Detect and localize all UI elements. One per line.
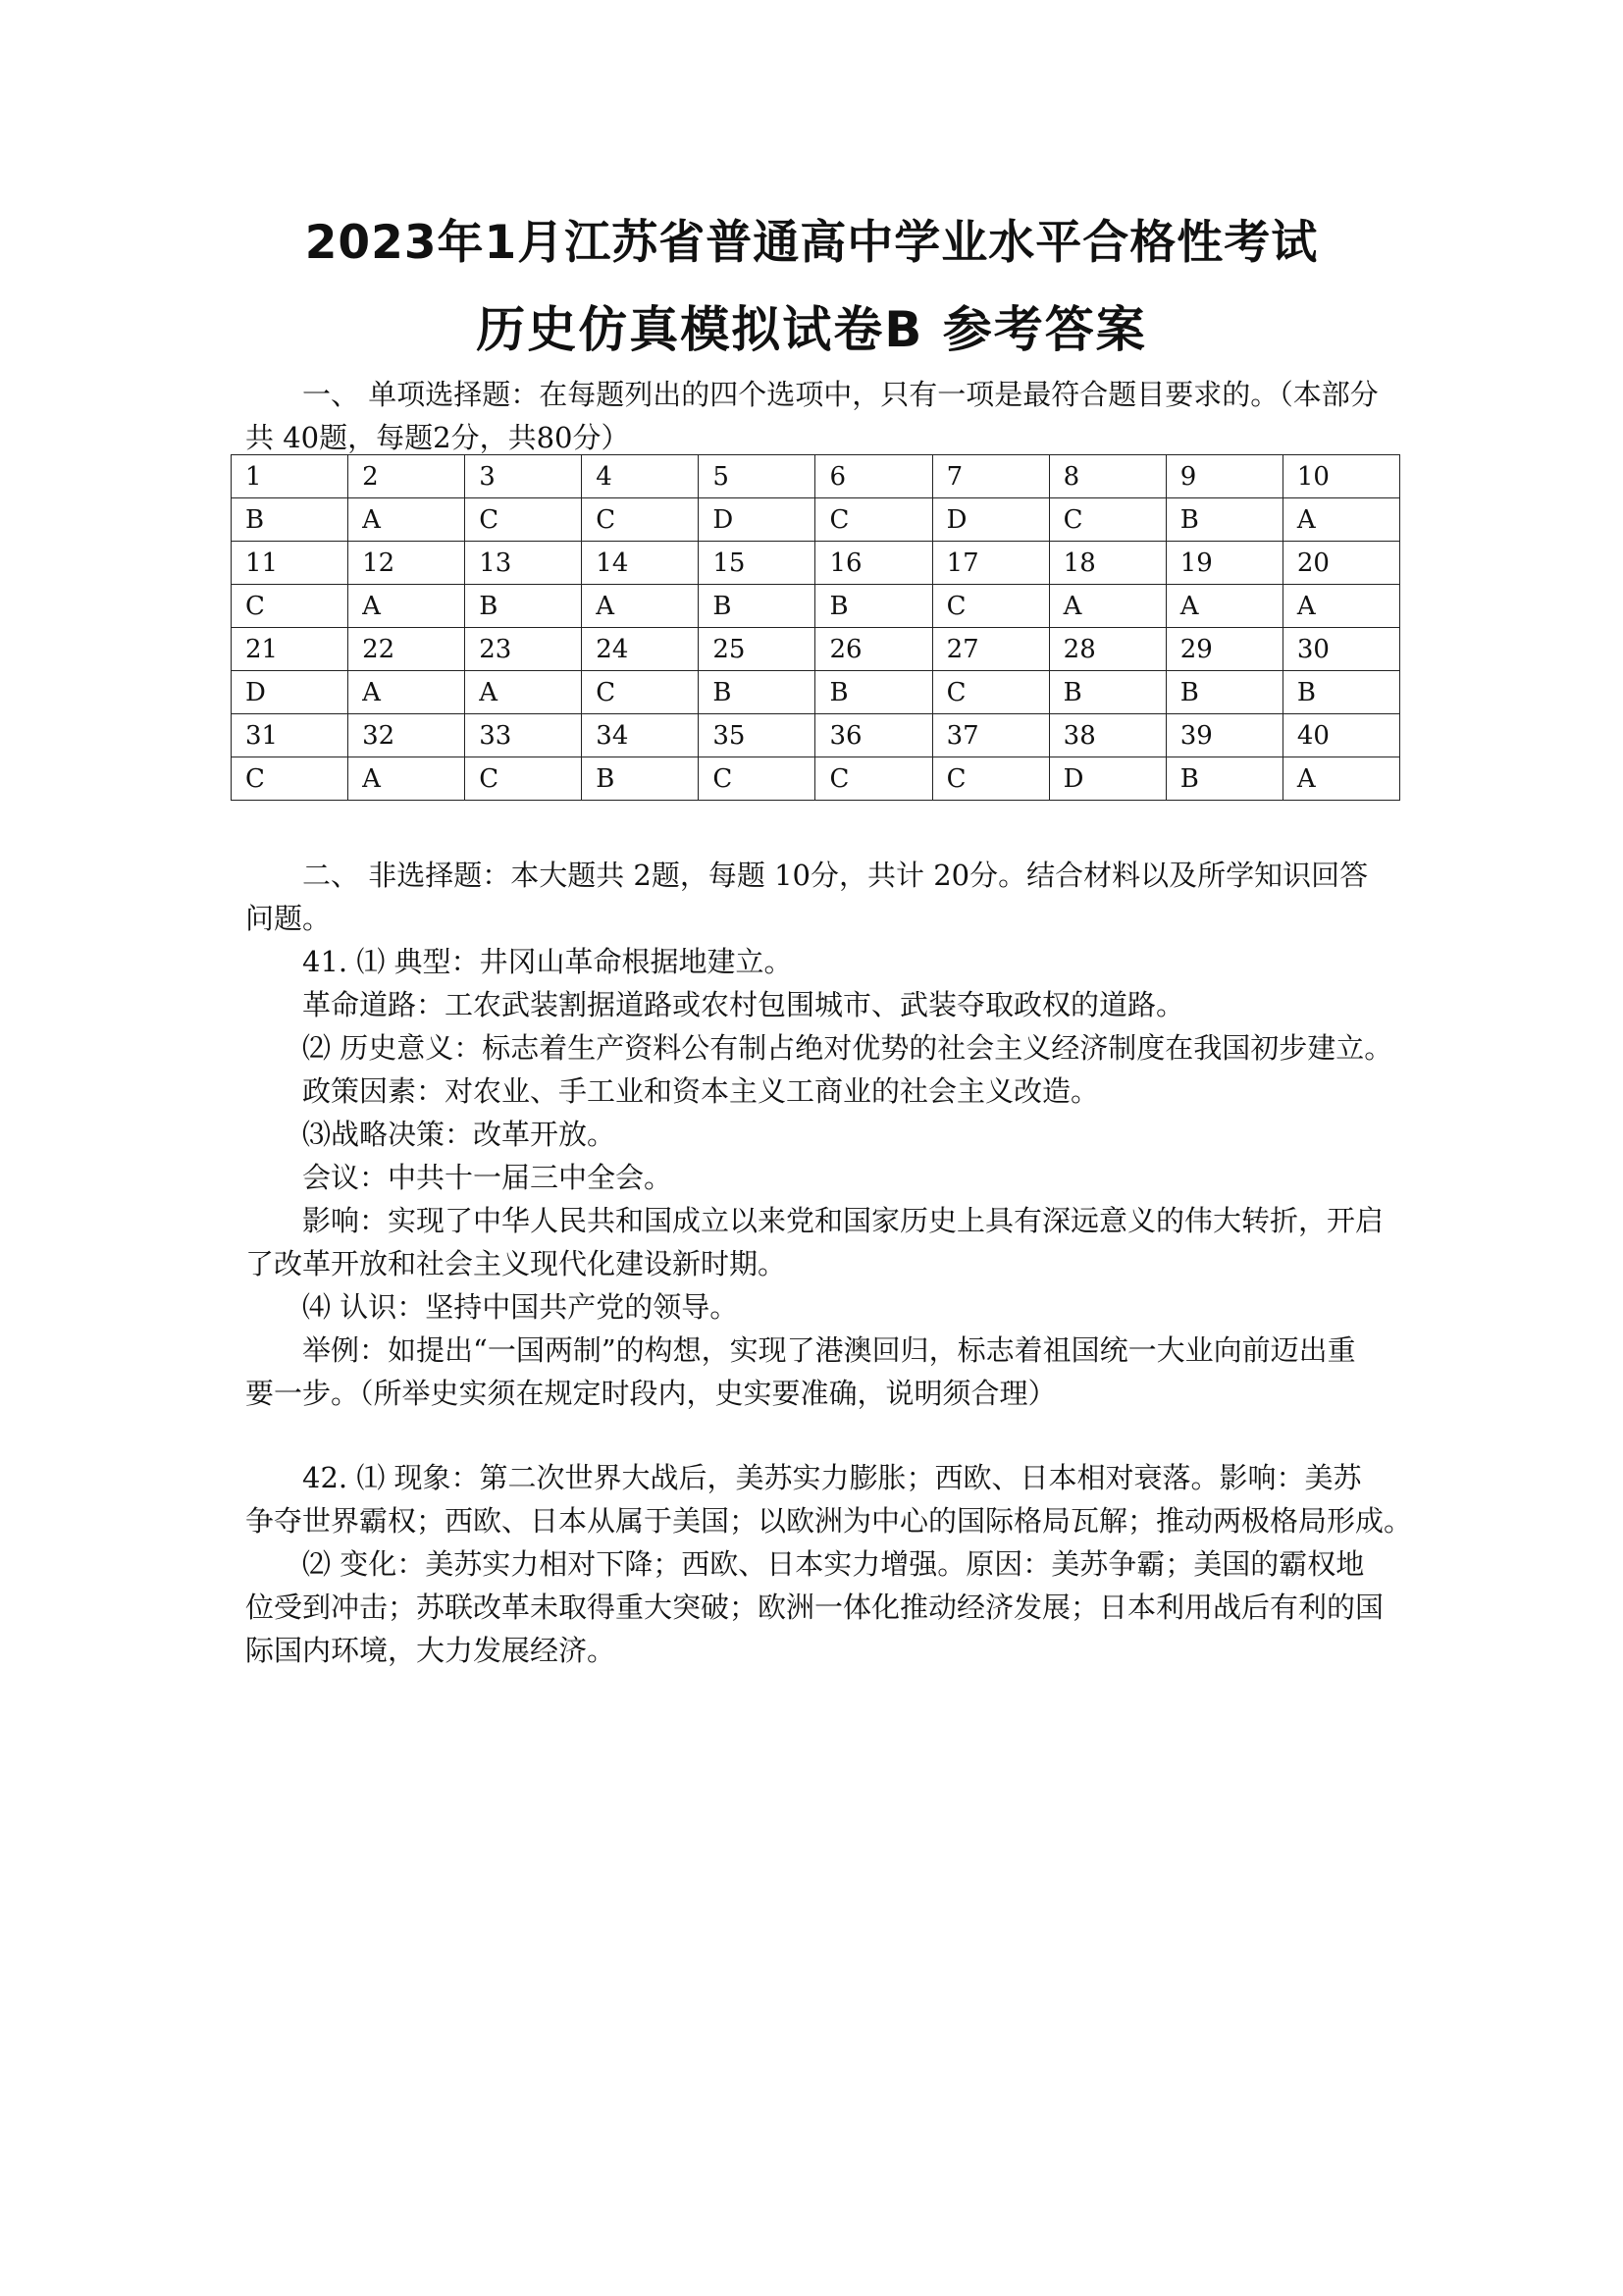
answer-row bbox=[232, 498, 1400, 542]
answer-cell: A bbox=[1166, 585, 1283, 628]
q42-line3: ⑵ 变化：美苏实力相对下降；西欧、日本实力增强。原因：美苏争霸；美国的霸权地 bbox=[302, 1547, 1365, 1581]
question-number-cell: 1 bbox=[232, 455, 348, 498]
answer-cell: A bbox=[1283, 498, 1399, 542]
part1-intro-line1: 一、 单项选择题：在每题列出的四个选项中，只有一项是最符合题目要求的。（本部分 bbox=[302, 378, 1379, 411]
question-number-cell: 35 bbox=[699, 714, 815, 757]
answer-row bbox=[232, 585, 1400, 628]
question-number-cell: 29 bbox=[1166, 628, 1283, 671]
answer-cell: B bbox=[699, 585, 815, 628]
question-number-cell: 20 bbox=[1283, 542, 1399, 585]
question-number-cell: 38 bbox=[1049, 714, 1166, 757]
answer-cell: C bbox=[582, 671, 699, 714]
answer-cell: D bbox=[232, 671, 348, 714]
question-number-cell: 40 bbox=[1283, 714, 1399, 757]
answer-cell: B bbox=[815, 585, 932, 628]
q42-line1: 42. ⑴ 现象：第二次世界大战后，美苏实力膨胀；西欧、日本相对衰落。影响：美苏 bbox=[302, 1461, 1362, 1494]
answer-cell: B bbox=[1283, 671, 1399, 714]
question-number-cell: 13 bbox=[465, 542, 582, 585]
q41-line10: 举例：如提出“一国两制”的构想，实现了港澳回归，标志着祖国统一大业向前迈出重 bbox=[302, 1333, 1356, 1367]
question-number-cell: 19 bbox=[1166, 542, 1283, 585]
answer-cell: A bbox=[1283, 585, 1399, 628]
document-subtitle: 历史仿真模拟试卷B 参考答案 bbox=[476, 301, 1147, 358]
answer-row bbox=[232, 671, 1400, 714]
question-number-row bbox=[232, 714, 1400, 757]
q42-line2: 争夺世界霸权；西欧、日本从属于美国；以欧洲为中心的国际格局瓦解；推动两极格局形成。 bbox=[245, 1504, 1413, 1538]
question-number-cell: 2 bbox=[348, 455, 465, 498]
answer-cell: A bbox=[348, 498, 465, 542]
answer-cell: D bbox=[932, 498, 1049, 542]
question-number-cell: 30 bbox=[1283, 628, 1399, 671]
q41-line8: 了改革开放和社会主义现代化建设新时期。 bbox=[245, 1247, 787, 1280]
question-number-cell: 5 bbox=[699, 455, 815, 498]
question-number-cell: 21 bbox=[232, 628, 348, 671]
answer-cell: C bbox=[815, 498, 932, 542]
question-number-cell: 12 bbox=[348, 542, 465, 585]
question-number-cell: 16 bbox=[815, 542, 932, 585]
question-number-cell: 34 bbox=[582, 714, 699, 757]
question-number-cell: 36 bbox=[815, 714, 932, 757]
answer-cell: A bbox=[1283, 757, 1399, 801]
question-number-cell: 23 bbox=[465, 628, 582, 671]
question-number-cell: 17 bbox=[932, 542, 1049, 585]
question-number-cell: 26 bbox=[815, 628, 932, 671]
answer-cell: B bbox=[465, 585, 582, 628]
answer-table bbox=[231, 454, 1400, 801]
question-number-cell: 39 bbox=[1166, 714, 1283, 757]
question-number-cell: 9 bbox=[1166, 455, 1283, 498]
answer-cell: B bbox=[232, 498, 348, 542]
document-title: 2023年1月江苏省普通高中学业水平合格性考试 bbox=[304, 216, 1319, 270]
question-number-cell: 33 bbox=[465, 714, 582, 757]
answer-cell: C bbox=[1049, 498, 1166, 542]
answer-cell: A bbox=[1049, 585, 1166, 628]
answer-cell: A bbox=[348, 585, 465, 628]
answer-cell: A bbox=[348, 671, 465, 714]
answer-cell: D bbox=[699, 498, 815, 542]
q41-line6: 会议：中共十一届三中全会。 bbox=[302, 1161, 673, 1194]
answer-cell: C bbox=[932, 671, 1049, 714]
question-number-cell: 10 bbox=[1283, 455, 1399, 498]
question-number-cell: 25 bbox=[699, 628, 815, 671]
part2-intro-line2: 问题。 bbox=[245, 902, 332, 935]
question-number-cell: 18 bbox=[1049, 542, 1166, 585]
question-number-cell: 14 bbox=[582, 542, 699, 585]
answer-cell: C bbox=[465, 757, 582, 801]
part2-intro-line1: 二、 非选择题：本大题共 2题，每题 10分，共计 20分。结合材料以及所学知识回答 bbox=[302, 859, 1369, 892]
answer-cell: B bbox=[1166, 498, 1283, 542]
answer-cell: C bbox=[232, 757, 348, 801]
q41-line4: 政策因素：对农业、手工业和资本主义工商业的社会主义改造。 bbox=[302, 1074, 1100, 1108]
question-number-cell: 3 bbox=[465, 455, 582, 498]
q42-line5: 际国内环境，大力发展经济。 bbox=[245, 1634, 616, 1667]
answer-cell: A bbox=[348, 757, 465, 801]
answer-cell: B bbox=[1166, 757, 1283, 801]
question-number-cell: 24 bbox=[582, 628, 699, 671]
question-number-cell: 15 bbox=[699, 542, 815, 585]
answer-cell: A bbox=[582, 585, 699, 628]
q41-line7: 影响：实现了中华人民共和国成立以来党和国家历史上具有深远意义的伟大转折，开启 bbox=[302, 1204, 1385, 1237]
answer-cell: C bbox=[932, 757, 1049, 801]
q41-line11: 要一步。（所举史实须在规定时段内，史实要准确，说明须合理） bbox=[245, 1377, 1057, 1410]
answer-cell: C bbox=[232, 585, 348, 628]
q41-line1: 41. ⑴ 典型：井冈山革命根据地建立。 bbox=[302, 945, 793, 978]
question-number-cell: 22 bbox=[348, 628, 465, 671]
answer-cell: D bbox=[1049, 757, 1166, 801]
question-number-cell: 37 bbox=[932, 714, 1049, 757]
question-number-cell: 6 bbox=[815, 455, 932, 498]
answer-cell: B bbox=[1166, 671, 1283, 714]
question-number-cell: 7 bbox=[932, 455, 1049, 498]
q41-line2: 革命道路：工农武装割据道路或农村包围城市、武装夺取政权的道路。 bbox=[302, 988, 1185, 1021]
answer-cell: B bbox=[582, 757, 699, 801]
q42-line4: 位受到冲击；苏联改革未取得重大突破；欧洲一体化推动经济发展；日本利用战后有利的国 bbox=[245, 1591, 1385, 1624]
question-number-cell: 11 bbox=[232, 542, 348, 585]
answer-cell: C bbox=[699, 757, 815, 801]
answer-cell: B bbox=[815, 671, 932, 714]
question-number-row bbox=[232, 628, 1400, 671]
question-number-row bbox=[232, 542, 1400, 585]
answer-cell: B bbox=[699, 671, 815, 714]
question-number-cell: 27 bbox=[932, 628, 1049, 671]
answer-cell: C bbox=[932, 585, 1049, 628]
answer-cell: C bbox=[582, 498, 699, 542]
question-number-cell: 32 bbox=[348, 714, 465, 757]
q41-line3: ⑵ 历史意义：标志着生产资料公有制占绝对优势的社会主义经济制度在我国初步建立。 bbox=[302, 1031, 1393, 1065]
question-number-cell: 4 bbox=[582, 455, 699, 498]
question-number-row bbox=[232, 455, 1400, 498]
q41-line5: ⑶战略决策：改革开放。 bbox=[302, 1118, 616, 1151]
answer-cell: C bbox=[815, 757, 932, 801]
question-number-cell: 8 bbox=[1049, 455, 1166, 498]
question-number-cell: 31 bbox=[232, 714, 348, 757]
answer-row bbox=[232, 757, 1400, 801]
question-number-cell: 28 bbox=[1049, 628, 1166, 671]
part1-intro-line2: 共 40题，每题2分，共80分） bbox=[245, 421, 630, 454]
answer-cell: B bbox=[1049, 671, 1166, 714]
answer-cell: C bbox=[465, 498, 582, 542]
q41-line9: ⑷ 认识：坚持中国共产党的领导。 bbox=[302, 1290, 739, 1324]
answer-cell: A bbox=[465, 671, 582, 714]
